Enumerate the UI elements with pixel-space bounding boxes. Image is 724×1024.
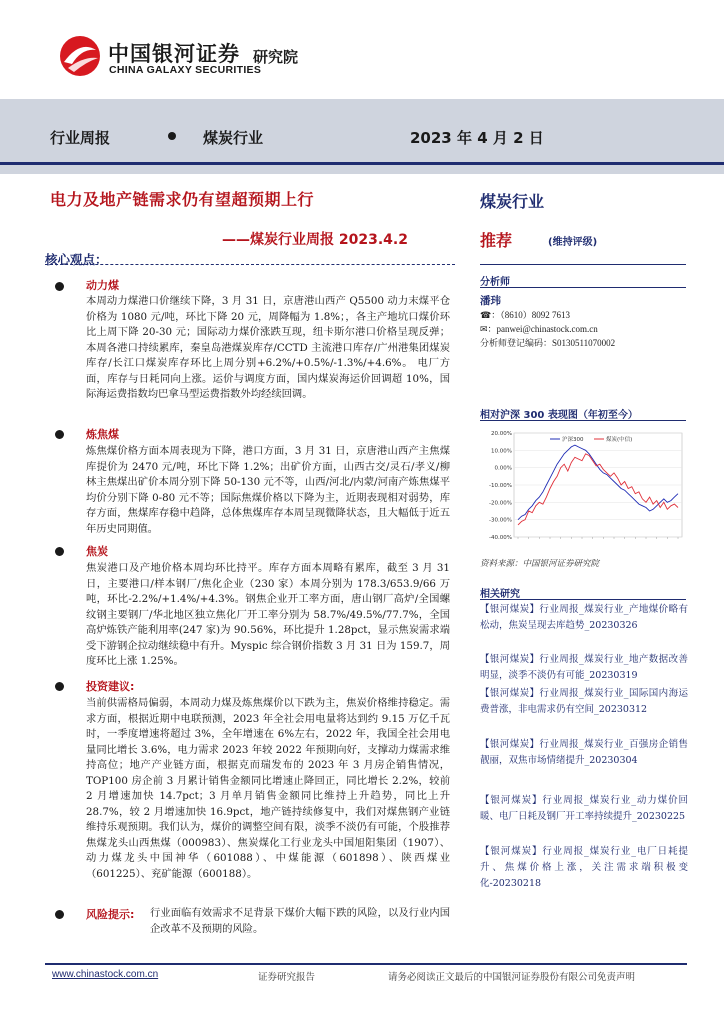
relative-performance-chart xyxy=(480,425,686,553)
related-report-link[interactable]: 【银河煤炭】行业周报_煤炭行业_产地煤价略有松动，焦炭呈现去库趋势_20230326 xyxy=(480,604,688,631)
chart-series-line xyxy=(518,445,678,520)
report-type: 行业周报 xyxy=(50,129,111,147)
analyst-email: ✉：panwei@chinastock.com.cn xyxy=(480,324,598,334)
dept-name: 研究院 xyxy=(253,48,299,66)
chart-ytick-label: -20.00% xyxy=(489,500,512,507)
company-name-cn: 中国银河证券 xyxy=(108,42,240,66)
report-subtitle: ——煤炭行业周报 2023.4.2 xyxy=(222,232,408,248)
related-report-link[interactable]: 【银河煤炭】行业周报_煤炭行业_国际国内海运费普涨，非电需求仍有空间_20230312 xyxy=(480,688,688,715)
chart-legend-label: 煤炭(中信) xyxy=(606,437,633,443)
core-divider xyxy=(45,264,455,265)
chart-ytick-label: 10.00% xyxy=(491,448,512,455)
chart-ytick-label: 0.00% xyxy=(494,465,512,472)
footer-divider xyxy=(45,963,687,965)
section-bullet-icon xyxy=(55,547,64,556)
sidebar-divider xyxy=(480,420,686,421)
chart-series-line xyxy=(518,454,678,525)
sidebar-divider xyxy=(480,287,686,288)
section-body: 行业面临有效需求不足背景下煤价大幅下跌的风险，以及行业内国企改革不及预期的风险。 xyxy=(150,907,450,935)
section-bullet-icon xyxy=(55,910,64,919)
section-heading: 风险提示: xyxy=(86,908,135,921)
section-bullet-icon xyxy=(55,282,64,291)
related-report-link[interactable]: 【银河煤炭】行业周报_煤炭行业_电厂日耗提升、焦煤价格上涨，关注需求端积极变化-20230218 xyxy=(480,846,688,889)
analyst-name: 潘玮 xyxy=(480,295,501,307)
sidebar-divider xyxy=(480,599,686,600)
report-title: 电力及地产链需求仍有望超预期上行 xyxy=(50,190,315,209)
rating-label: 推荐 xyxy=(480,231,513,250)
company-name-en: CHINA GALAXY SECURITIES xyxy=(109,64,262,76)
report-date: 2023 年 4 月 2 日 xyxy=(410,129,544,147)
sidebar-divider xyxy=(480,264,686,265)
section-body: 本周动力煤港口价继续下降，3 月 31 日，京唐港山西产 Q5500 动力末煤平仓价格为 1080 元/吨，环比下降 20 元，周降幅为 1.8%；，各主产地坑口煤价环比上周下降 20-30 元；国际动力煤价涨跌互现，纽卡斯尔港口价格呈现反弹；本周各港口持续累库，秦皇岛港煤炭库存/CCTD 主流港口库存/广州港集团煤炭库存/长江口煤炭库存环比上周分别+6.2%/+0.5%/-1.3%/+4.6%。 电厂方面，库存与日耗同向上涨。运价与调度方面，国内煤炭海运价回调超 10%，国际海运费指数均巴拿马型运费指数外均经续回调。 xyxy=(86,295,450,400)
related-heading: 相关研究 xyxy=(480,589,520,600)
section-body: 焦炭港口及产地价格本周均环比持平。库存方面本周略有累库，截至 3 月 31 日，主要港口/样本钢厂/焦化企业（230 家）本周分别为 178.3/653.9/66 万吨，环比-2.2%/+1.4%/+4.3%。钢焦企业开工率方面，唐山钢厂高炉/全国螺纹钢主要钢厂/华北地区独立焦化厂开工率分别为 58.7%/49.5%/77.7%，全国高炉炼铁产能利用率(247 家)为 90.56%，环比提升 1.28pct，显示焦炭需求端受下游钢企拉动继续稳中有升。Myspic 综合钢价指数 3 月 31 日为 159.7，周度环比上涨 1.25%。 xyxy=(86,562,450,667)
related-report-link[interactable]: 【银河煤炭】行业周报_煤炭行业_百强房企销售靓丽，双焦市场情绪提升_20230304 xyxy=(480,739,688,766)
rating-note: (维持评级) xyxy=(548,237,598,248)
chart-source: 资料来源：中国银河证券研究院 xyxy=(480,559,600,569)
footer-doc-type: 证券研究报告 xyxy=(258,972,316,983)
chart-heading: 相对沪深 300 表现图（年初至今） xyxy=(480,410,638,421)
analyst-phone: ☎：（8610）8092 7613 xyxy=(480,310,570,320)
chart-ytick-label: -10.00% xyxy=(489,483,512,489)
section-bullet-icon xyxy=(55,682,64,691)
analyst-reg-no: 分析师登记编码：S0130511070002 xyxy=(480,338,616,348)
section-heading: 投资建议: xyxy=(86,680,135,693)
chart-ytick-label: 20.00% xyxy=(491,431,512,437)
section-heading: 焦炭 xyxy=(86,545,108,558)
section-body: 当前供需格局偏弱，本周动力煤及炼焦煤价以下跌为主，焦炭价格维持稳定。需求方面，根据近期中电联预测，2023 年全社会用电量将达到约 9.15 万亿千瓦时，一季度增速将超过 3%，全年增速在 6%左右，2022 年，我国全社会用电量同比增长 3.6%，电力需求 2023 年较 2022 年预期向好，支撑动力煤需求维持高位；地产产业链方面，根据克而瑞发布的 2023 年 3 月房企销售情况，TOP100 房企前 3 月累计销售金额同比增速止降回正，同比增长 2.2%，较前 2 月增速加快 14.7pct；3 月单月销售金额同比维持上升趋势，同比上升 28.7%，较 2 月增速加快 16.9pct，地产链持续修复中，我们对煤焦钢产业链维持乐观预期。我们认为，煤价的调整空间有限，淡季不淡仍有可能，个股推荐焦煤龙头山西焦煤（000983）、焦炭煤化工行业龙头中国旭阳集团（1907）、动力煤龙头中国神华（601088）、中煤能源（601898）、陕西煤业（601225）、兖矿能源（600188）。 xyxy=(86,697,450,880)
analyst-heading: 分析师 xyxy=(480,277,510,288)
banner-divider xyxy=(0,162,724,165)
chart-ytick-label: -30.00% xyxy=(489,517,512,524)
galaxy-logo-icon xyxy=(58,34,102,78)
related-report-link[interactable]: 【银河煤炭】行业周报_煤炭行业_地产数据改善明显，淡季不淡仍有可能_20230319 xyxy=(480,654,688,681)
industry-label: 煤炭行业 xyxy=(203,129,264,147)
section-heading: 动力煤 xyxy=(86,279,119,292)
chart-legend-label: 沪深300 xyxy=(562,437,584,443)
section-heading: 炼焦煤 xyxy=(86,428,119,441)
section-bullet-icon xyxy=(55,430,64,439)
bullet-icon xyxy=(168,132,176,140)
sidebar-industry: 煤炭行业 xyxy=(480,192,545,211)
chart-ytick-label: -40.00% xyxy=(489,535,512,541)
section-body: 炼焦煤价格方面本周表现为下降，港口方面，3 月 31 日，京唐港山西产主焦煤库提价为 2470 元/吨，环比下降 1.2%；出矿价方面，山西古交/灵石/孝义/柳林主焦煤出矿价本周分别下降 50-130 元不等，山西/河北/内蒙/河南产炼焦煤平均价分别下降 0-80 元不等；国际焦煤价格以下降为主，近期表现相对弱势，库存方面，焦煤库存稳中趋降，总体焦煤库存本周呈现微降状态，且大幅低于近五年历史同期值。 xyxy=(86,445,450,535)
core-view-label: 核心观点： xyxy=(45,252,108,267)
footer-disclaimer: 请务必阅读正文最后的中国银河证券股份有限公司免责声明 xyxy=(388,972,636,983)
related-report-link[interactable]: 【银河煤炭】行业周报_煤炭行业_动力煤价回暖、电厂日耗及钢厂开工率持续提升_20230225 xyxy=(480,795,688,822)
footer-website-link[interactable]: www.chinastock.com.cn xyxy=(52,969,159,980)
